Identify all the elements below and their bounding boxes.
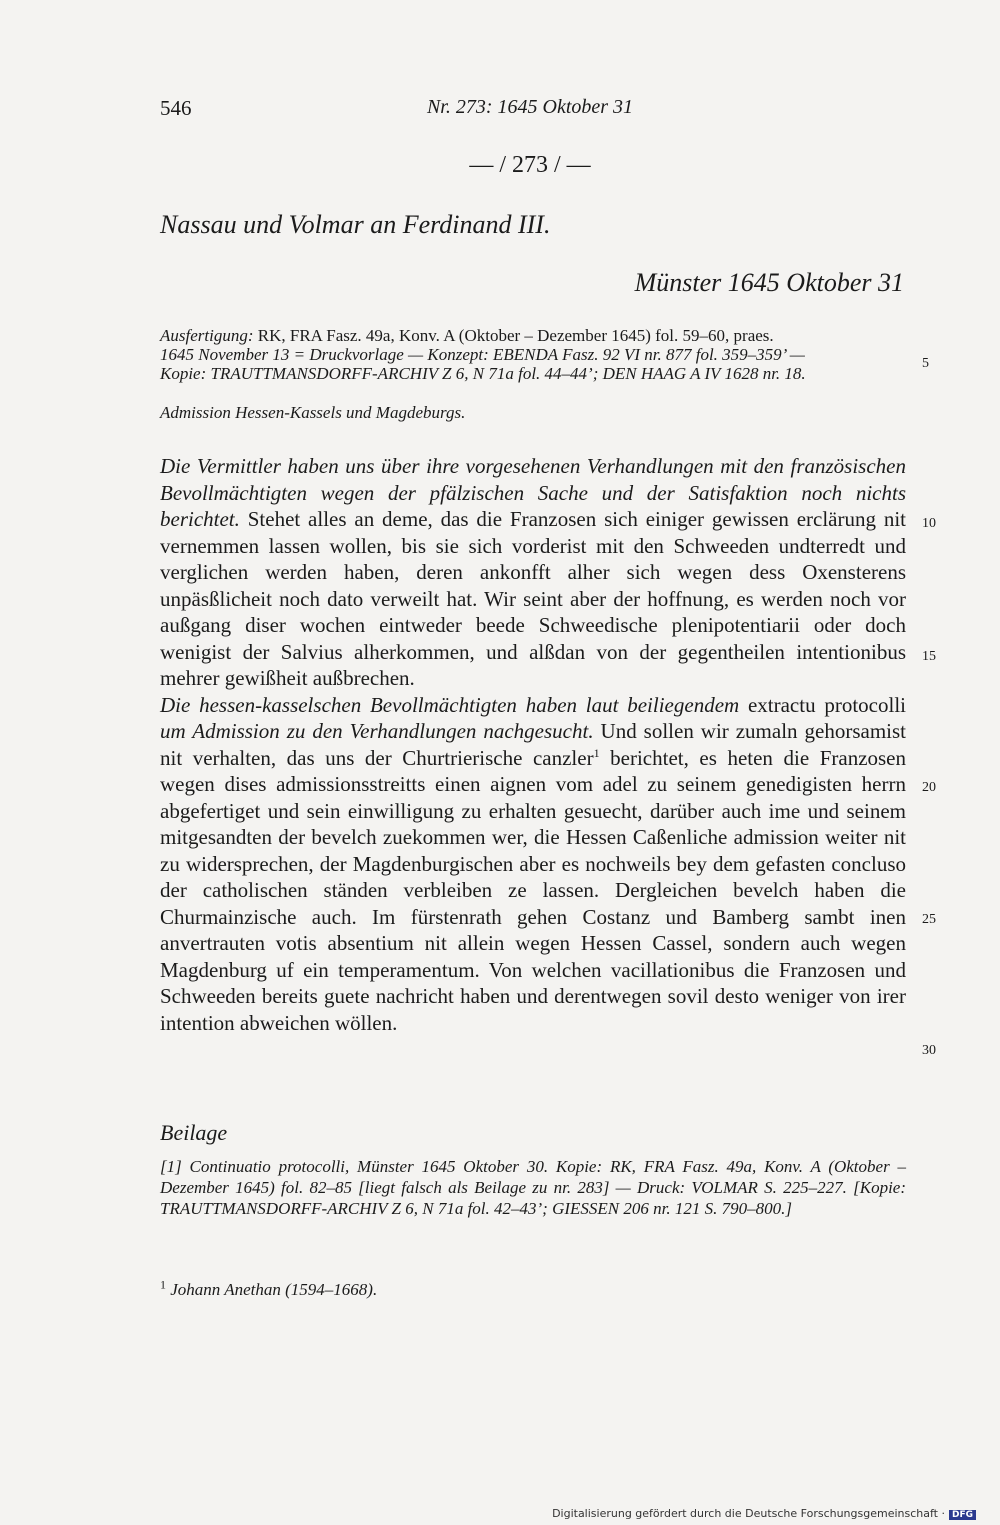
- document-number: — / 273 / —: [469, 152, 591, 178]
- document-heading: Nassau und Volmar an Ferdinand III.: [160, 210, 551, 239]
- source-line-3: Kopie: TRAUTTMANSDORFF-ARCHIV Z 6, N 71a fol. 44–44’; DEN HAAG A IV 1628 nr. 18.: [160, 364, 806, 383]
- paragraph-1: Die Vermittler haben uns über ihre vorgesehenen Verhandlungen mit den französischen Bevollmächtigten wegen der pfälzischen Sache und der Satisfaktion noch nichts berichtet. Stehet alles an deme, das die Franzosen sich einiger gewissen erclärung nit vernemmen lassen wollen, bis sie sich vorderist mit den Schweeden undterredt und verglichen werden haben, deren ankonfft alher sich wegen dess Oxensterens unpäsßlicheit noch dato verweilt hat. Wir seint aber der hoffnung, es werden noch vor außgang diser wochen eintweder beede Schweedische plenipotentiarii oder doch wenigist der Salvius alherkommen, und alßdan von der gegentheilen intentionibus mehrer gewißheit außbrechen.: [160, 454, 906, 690]
- dfg-logo-icon: DFG: [949, 1510, 976, 1520]
- beilage-title: Beilage: [160, 1120, 228, 1145]
- footnote-marker: 1: [593, 745, 600, 760]
- source-apparatus: [160, 326, 906, 383]
- line-number: 10: [922, 516, 936, 531]
- line-number: 5: [922, 356, 929, 371]
- line-number: 20: [922, 780, 936, 795]
- line-number: 25: [922, 912, 936, 927]
- paragraph-2: Die hessen-kasselschen Bevollmächtigten haben laut beiliegendem extractu protocolli um Admission zu den Verhandlungen nachgesucht. Und sollen wir zumaln gehorsamist nit verhalten, das uns der Churtrierische canzler$^1$ berichtet, es heten die Franzosen wegen dises admissionsstreitts einen aignen vom adel zu seinem genedigisten herrn abgefertiget und sein einwilligung zu erhalten gesuecht, darüber auch ime und seinem mitgesandten der bevelch zuekommen wer, die Hessen Caßenliche admission weiter nit zu widersprechen, der Magdenburgischen aber es nochweils bey dem gefasten concluso der catholischen ständen verbleiben ze lassen. Dergleichen bevelch haben die Churmainzische auch. Im fürstenrath gehen Costanz und Bamberg sambt inen anvertrauten votis absentium nit allein wegen Hessen Cassel, sondern auch wegen Magdenburg uf ein temperamentum. Von welchen vacillationibus die Franzosen und Schweeden bereits guete nachricht haben und derentwegen sovil desto weniger von irer intention abweichen wöllen.: [160, 692, 907, 1035]
- running-head: [160, 96, 900, 126]
- regest: Admission Hessen-Kassels und Magdeburgs.: [160, 403, 466, 422]
- page-number: 546: [160, 96, 192, 120]
- beilage-item: [1] Continuatio protocolli, Münster 1645 Oktober 30. Kopie: RK, FRA Fasz. 49a, Konv. A (Oktober – Dezember 1645) fol. 82–85 [liegt falsch als Beilage zu nr. 283] — Druck: VOLMAR S. 225–227. [Kopie: TRAUTTMANSDORFF-ARCHIV Z 6, N 71a fol. 42–43’; GIESSEN 206 nr. 121 S. 790–800.]: [160, 1157, 906, 1218]
- place-date: Münster 1645 Oktober 31: [634, 268, 904, 297]
- running-head-title: Nr. 273: 1645 Oktober 31: [426, 96, 634, 118]
- source-line-1: Ausfertigung: RK, FRA Fasz. 49a, Konv. A (Oktober – Dezember 1645) fol. 59–60, praes.: [160, 326, 774, 345]
- footnote: $^1$ Johann Anethan (1594–1668).: [160, 1277, 378, 1299]
- line-number: 15: [922, 649, 936, 664]
- source-line-2: 1645 November 13 = Druckvorlage — Konzept: EBENDA Fasz. 92 VI nr. 877 fol. 359–359’ —: [160, 345, 805, 364]
- dfg-footer: Digitalisierung gefördert durch die Deutsche Forschungsgemeinschaft · DFG: [552, 1507, 976, 1520]
- line-number: 30: [922, 1043, 936, 1058]
- main-text: [160, 453, 906, 1036]
